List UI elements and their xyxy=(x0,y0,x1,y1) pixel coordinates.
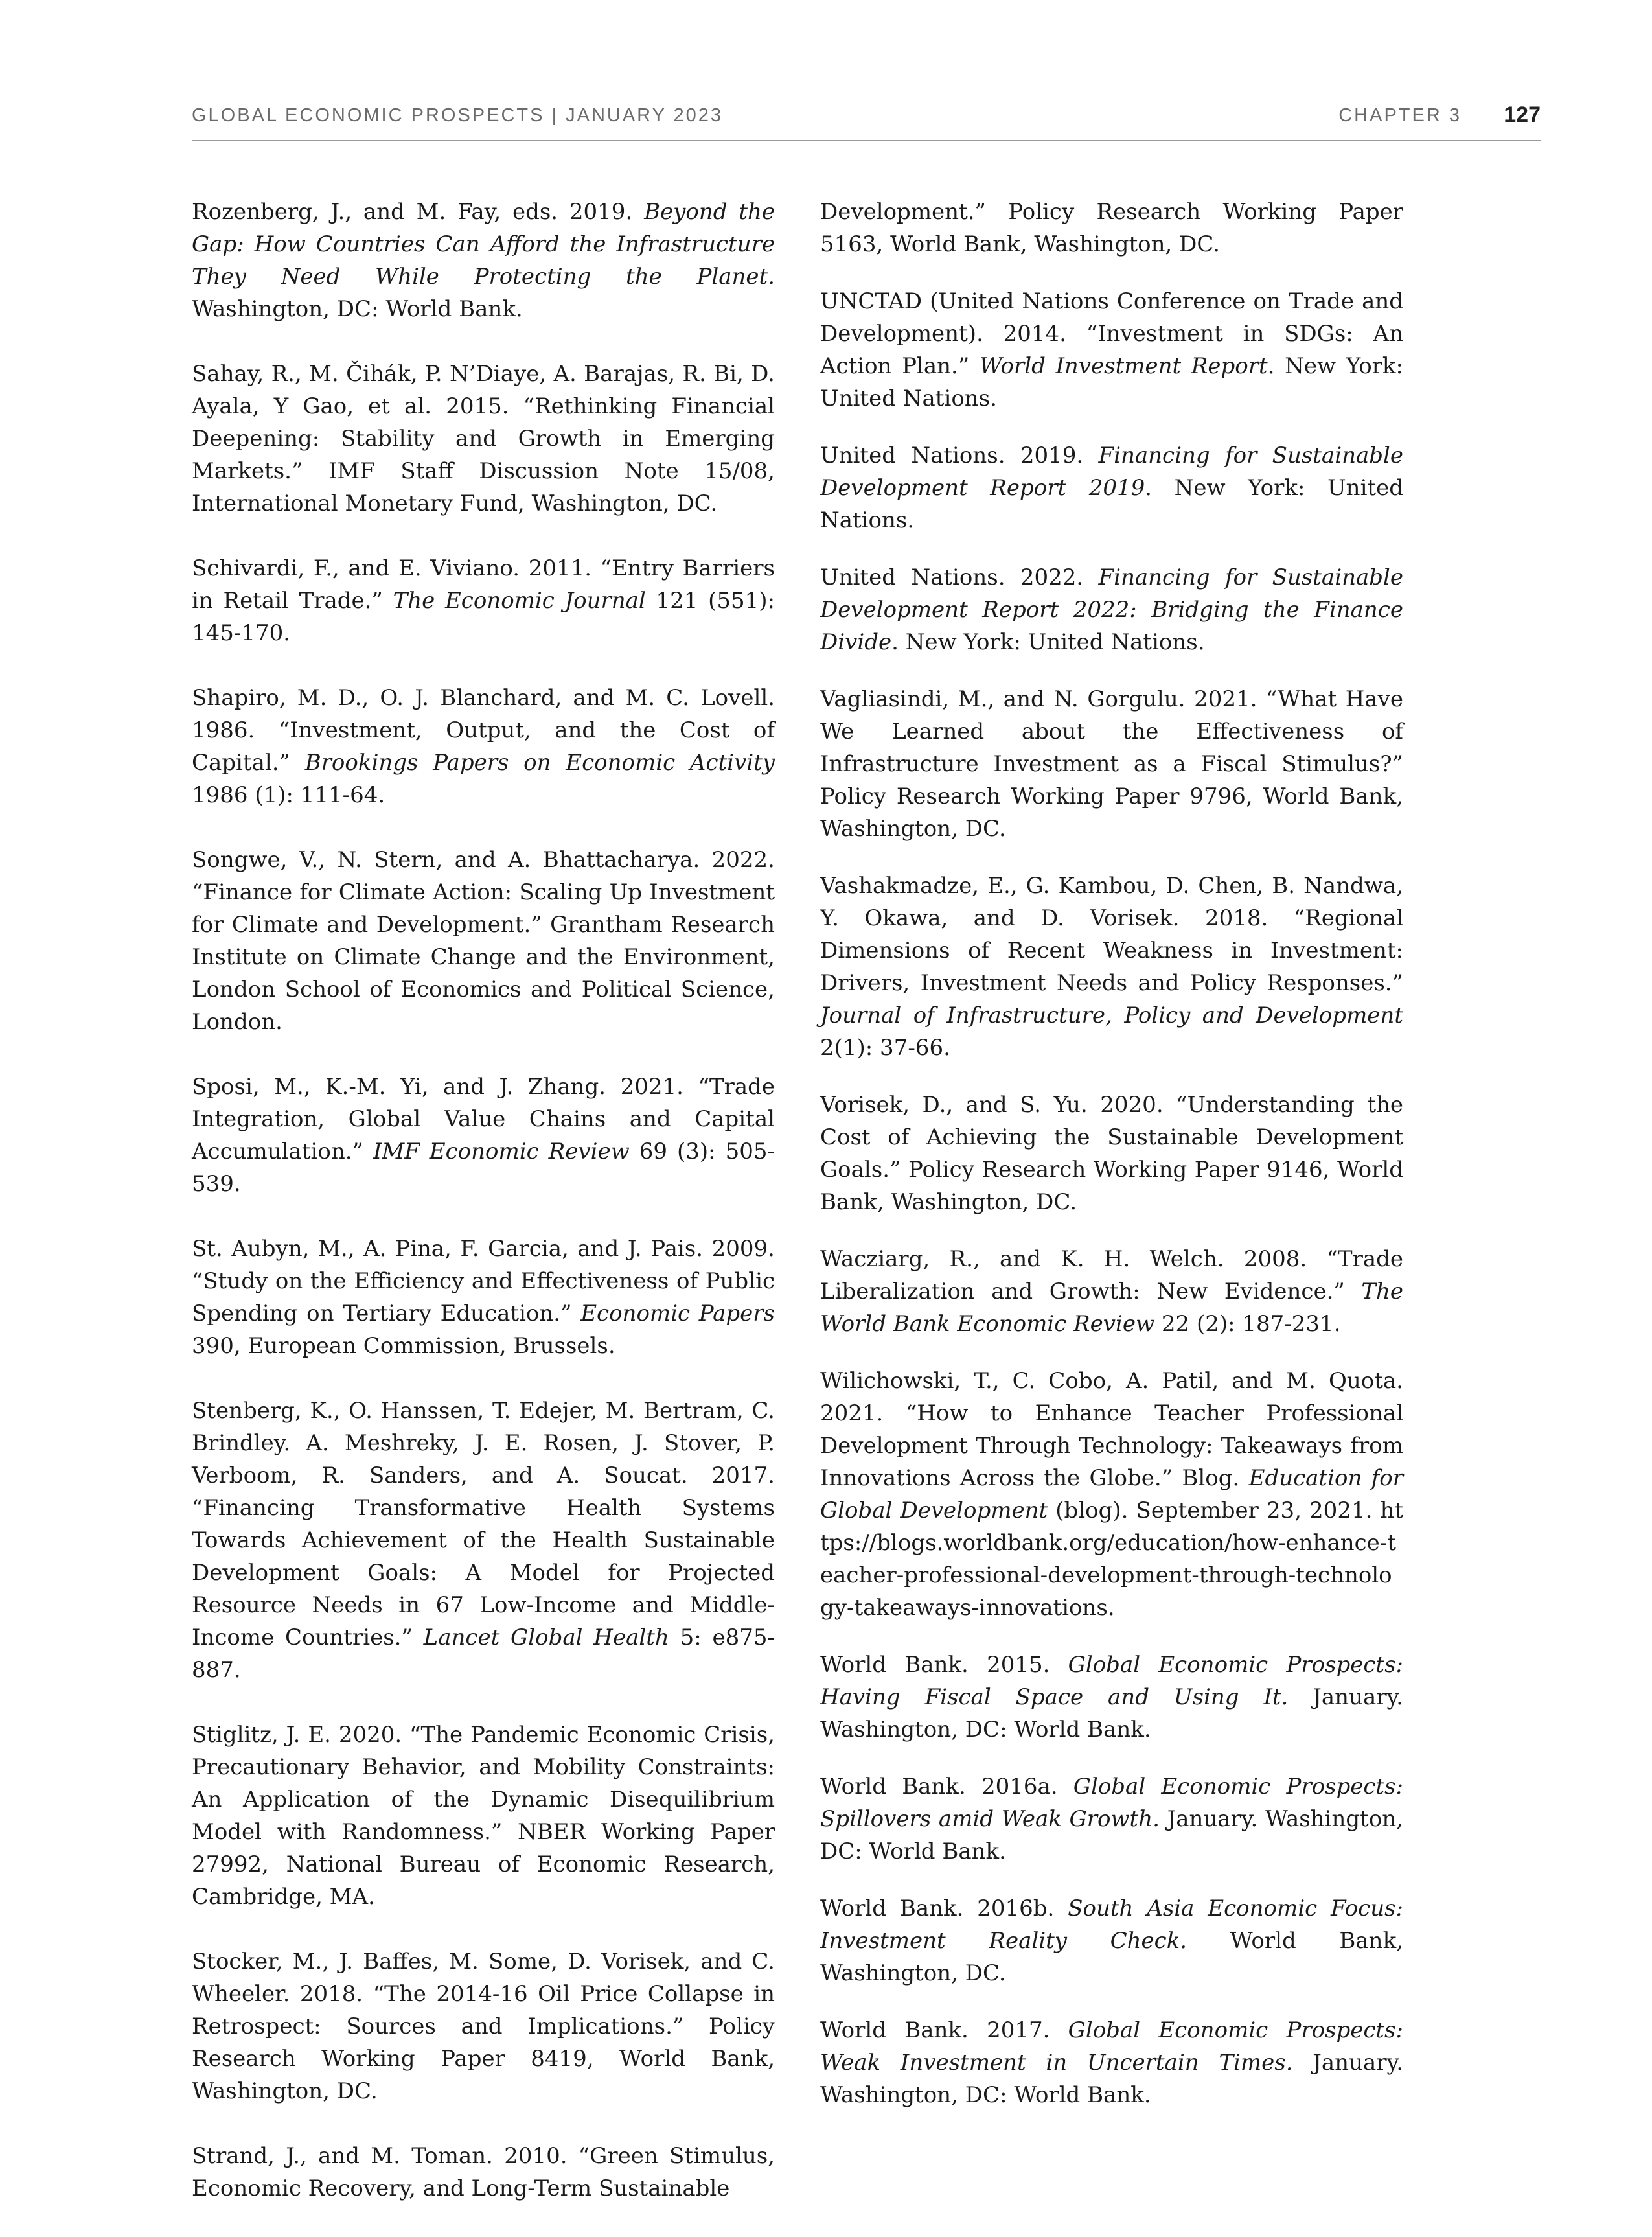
reference-entry xyxy=(820,1649,1403,1746)
reference-text: Shapiro, M. D., O. J. Blanchard, and M. C. Lovell. 1986. “Investment, Output, and the Cost of Capital.” xyxy=(192,685,775,776)
reference-text: World Bank, Washington, DC. xyxy=(820,1928,1403,1986)
publication-title: GLOBAL ECONOMIC PROSPECTS | JANUARY 2023 xyxy=(192,105,723,126)
reference-text: World Bank. 2016b. xyxy=(820,1895,1068,1921)
reference-text: Songwe, V., N. Stern, and A. Bhattacharya. 2022. “Finance for Climate Action: Scaling Up Investment for Climate and Development.” Grantham Research Institute on Climate Change and the Environment, London School of Economics and Political Science, London. xyxy=(192,847,775,1035)
reference-entry xyxy=(192,552,775,649)
reference-entry xyxy=(820,1365,1403,1624)
reference-text: (blog). September 23, 2021. xyxy=(1048,1498,1381,1524)
reference-text: World Bank. 2015. xyxy=(820,1652,1068,1678)
reference-entry xyxy=(820,2014,1403,2111)
reference-title-italic: Lancet Global Health xyxy=(423,1625,669,1651)
reference-text: Stocker, M., J. Baffes, M. Some, D. Vorisek, and C. Wheeler. 2018. “The 2014-16 Oil Price Collapse in Retrospect: Sources and Implications.” Policy Research Working Paper 8419, World Bank, Washington, DC. xyxy=(192,1949,775,2104)
reference-title-italic: IMF Economic Review xyxy=(373,1139,630,1165)
reference-title-italic: Financing for Sustainable Development Report 2022: Bridging the Finance Divide xyxy=(820,564,1404,655)
references-right-column xyxy=(820,196,1403,2136)
reference-text: January. Washington, DC: World Bank. xyxy=(820,2050,1403,2108)
reference-title-italic: Economic Papers xyxy=(580,1301,775,1327)
reference-entry xyxy=(192,1945,775,2107)
reference-title-italic: Global Economic Prospects: Weak Investment in Uncertain Times. xyxy=(820,2017,1403,2076)
reference-text: . New York: United Nations. xyxy=(891,629,1205,655)
reference-title-italic: Global Economic Prospects: Spillovers amid Weak Growth. xyxy=(820,1774,1403,1832)
reference-text: Washington, DC: World Bank. xyxy=(192,296,523,322)
reference-text: Strand, J., and M. Toman. 2010. “Green Stimulus, Economic Recovery, and Long-Term Sustainable xyxy=(192,2143,775,2201)
reference-entry xyxy=(192,1719,775,1913)
reference-url[interactable]: https://blogs.worldbank.org/education/how-enhance-teacher-professional-development-through-technology-takeaways-innovations. xyxy=(820,1498,1404,1621)
reference-text: Schivardi, F., and E. Viviano. 2011. “Entry Barriers in Retail Trade.” xyxy=(192,555,775,614)
reference-text: 5: e875-887. xyxy=(192,1625,775,1683)
chapter-label: CHAPTER 3 xyxy=(1338,105,1462,126)
reference-text: World Bank. 2017. xyxy=(820,2017,1068,2043)
reference-text: Vashakmadze, E., G. Kambou, D. Chen, B. Nandwa, Y. Okawa, and D. Vorisek. 2018. “Regional Dimensions of Recent Weakness in Investment: Drivers, Investment Needs and Policy Responses.” xyxy=(820,873,1403,996)
reference-entry xyxy=(820,1770,1403,1868)
reference-text: 390, European Commission, Brussels. xyxy=(192,1333,615,1359)
reference-title-italic: South Asia Economic Focus: Investment Reality Check. xyxy=(820,1895,1403,1954)
reference-entry xyxy=(820,196,1403,261)
reference-text: World Bank. 2016a. xyxy=(820,1774,1073,1800)
reference-text: St. Aubyn, M., A. Pina, F. Garcia, and J. Pais. 2009. “Study on the Efficiency and Effectiveness of Public Spending on Tertiary Education.” xyxy=(192,1236,775,1327)
reference-title-italic: World Investment Report xyxy=(979,353,1268,379)
reference-title-italic: Journal of Infrastructure, Policy and Development xyxy=(820,1003,1403,1028)
reference-entry xyxy=(820,1892,1403,1989)
reference-text: Sposi, M., K.-M. Yi, and J. Zhang. 2021. “Trade Integration, Global Value Chains and Capital Accumulation.” xyxy=(192,1074,775,1165)
reference-title-italic: Financing for Sustainable Development Report 2019 xyxy=(820,443,1404,501)
reference-text: Rozenberg, J., and M. Fay, eds. 2019. xyxy=(192,199,645,225)
reference-text: Stiglitz, J. E. 2020. “The Pandemic Economic Crisis, Precautionary Behavior, and Mobility Constraints: An Application of the Dynamic Disequilibrium Model with Randomness.” NBER Working Paper 27992, National Bureau of Economic Research, Cambridge, MA. xyxy=(192,1722,775,1910)
reference-entry xyxy=(820,1089,1403,1218)
page-number: 127 xyxy=(1504,102,1541,127)
reference-title-italic: Brookings Papers on Economic Activity xyxy=(304,750,775,776)
reference-entry xyxy=(820,561,1403,658)
reference-text: January. Washington, DC: World Bank. xyxy=(820,1684,1404,1743)
reference-text: Wilichowski, T., C. Cobo, A. Patil, and M. Quota. 2021. “How to Enhance Teacher Professional Development Through Technology: Takeaways from Innovations Across the Globe.” Blog. xyxy=(820,1368,1403,1491)
reference-entry xyxy=(192,1395,775,1686)
reference-text: UNCTAD (United Nations Conference on Trade and Development). 2014. “Investment in SDGs: An Action Plan.” xyxy=(820,288,1403,379)
reference-entry xyxy=(820,285,1403,415)
reference-title-italic: Education for Global Development xyxy=(820,1465,1403,1524)
reference-entry xyxy=(192,358,775,520)
reference-title-italic: Beyond the Gap: How Countries Can Afford the Infrastructure They Need While Protecting the Planet. xyxy=(192,199,775,290)
reference-text: 2(1): 37-66. xyxy=(820,1035,950,1061)
reference-text: January. Washington, DC: World Bank. xyxy=(820,1806,1403,1864)
reference-text: . New York: United Nations. xyxy=(820,353,1403,411)
reference-text: 1986 (1): 111-64. xyxy=(192,782,385,808)
reference-entry xyxy=(820,1243,1403,1340)
reference-text: Sahay, R., M. Čihák, P. N’Diaye, A. Barajas, R. Bi, D. Ayala, Y Gao, et al. 2015. “Rethinking Financial Deepening: Stability and Growth in Emerging Markets.” IMF Staff Discussion Note 15/08, International Monetary Fund, Washington, DC. xyxy=(192,361,775,516)
reference-entry xyxy=(820,439,1403,537)
reference-text: United Nations. 2022. xyxy=(820,564,1099,590)
reference-text: Stenberg, K., O. Hanssen, T. Edejer, M. Bertram, C. Brindley. A. Meshreky, J. E. Rosen, J. Stover, P. Verboom, R. Sanders, and A. Soucat. 2017. “Financing Transformative Health Systems Towards Achievement of the Health Sustainable Development Goals: A Model for Projected Resource Needs in 67 Low-Income and Middle-Income Countries.” xyxy=(192,1398,775,1651)
reference-text: . New York: United Nations. xyxy=(820,475,1403,533)
reference-text: 22 (2): 187-231. xyxy=(1154,1311,1341,1337)
running-header xyxy=(192,104,1541,141)
reference-text: 69 (3): 505-539. xyxy=(192,1139,775,1197)
reference-entry xyxy=(192,2140,775,2205)
reference-text: Vagliasindi, M., and N. Gorgulu. 2021. “What Have We Learned about the Effectiveness of Infrastructure Investment as a Fiscal Stimulus?” Policy Research Working Paper 9796, World Bank, Washington, DC. xyxy=(820,686,1403,842)
reference-text: United Nations. 2019. xyxy=(820,443,1099,469)
reference-entry xyxy=(192,682,775,811)
reference-entry xyxy=(820,683,1403,845)
reference-title-italic: Global Economic Prospects: Having Fiscal Space and Using It. xyxy=(820,1652,1403,1710)
reference-text: Vorisek, D., and S. Yu. 2020. “Understanding the Cost of Achieving the Sustainable Development Goals.” Policy Research Working Paper 9146, World Bank, Washington, DC. xyxy=(820,1092,1403,1215)
reference-title-italic: The World Bank Economic Review xyxy=(820,1279,1403,1337)
reference-text: 121 (551): 145-170. xyxy=(192,588,775,646)
reference-text: Wacziarg, R., and K. H. Welch. 2008. “Trade Liberalization and Growth: New Evidence.” xyxy=(820,1246,1403,1304)
reference-text: Development.” Policy Research Working Paper 5163, World Bank, Washington, DC. xyxy=(820,199,1403,257)
references-left-column xyxy=(192,196,775,2237)
reference-entry xyxy=(192,844,775,1038)
reference-entry xyxy=(192,196,775,325)
reference-entry xyxy=(192,1071,775,1200)
reference-entry xyxy=(820,870,1403,1064)
reference-title-italic: The Economic Journal xyxy=(393,588,646,614)
reference-entry xyxy=(192,1233,775,1362)
